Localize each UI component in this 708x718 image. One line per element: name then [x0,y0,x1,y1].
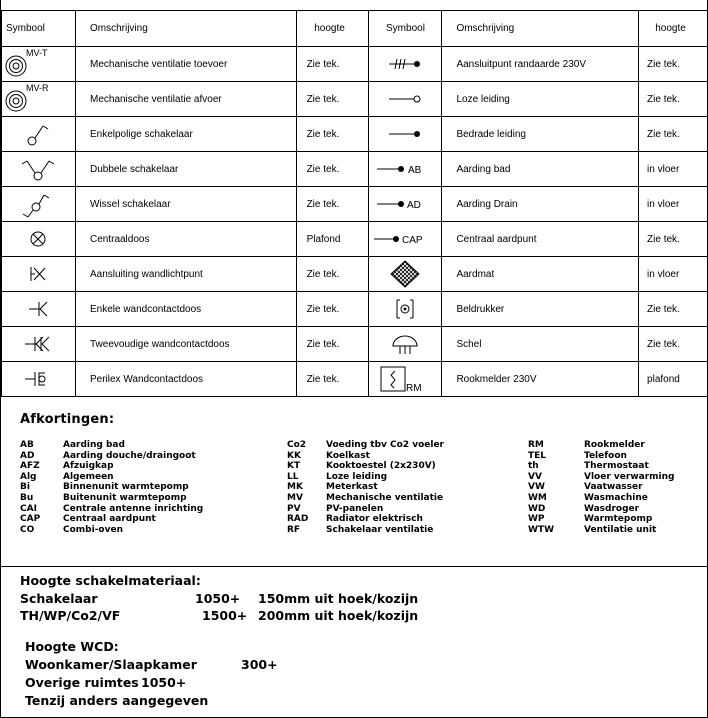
row-description: Aarding Drain [442,187,639,222]
row-height: Zie tek. [296,292,369,327]
row-height: in vloer [639,187,708,222]
abbreviation-meaning: Wasdroger [584,503,640,514]
table-header-row [2,11,708,47]
abbreviation-item [287,504,444,515]
abbreviation-code: CO [20,524,35,535]
header-symbol-right: Symbool [369,11,442,47]
abbreviation-meaning: Loze leiding [326,471,388,482]
abbreviation-item [287,482,444,493]
row-description: Centraal aardpunt [442,222,639,257]
abbreviation-item [287,461,444,472]
earth-mat-icon [369,257,442,292]
single-socket-icon [2,292,76,327]
abbreviation-item [287,514,444,525]
abbreviation-code: Bu [20,492,34,503]
row-height: Zie tek. [639,292,708,327]
abbreviation-meaning: Schakelaar ventilatie [326,524,434,535]
abbreviation-code: AB [20,440,34,450]
abbreviation-meaning: Meterkast [326,482,378,493]
central-earth-icon [369,222,442,257]
earth-bath-icon [369,152,442,187]
abbreviation-code: AD [20,450,35,461]
abbreviation-code: KT [287,461,301,472]
row-description: Mechanische ventilatie toevoer [75,47,296,82]
abbreviation-code: AFZ [20,461,40,472]
abbreviation-code: RAD [287,514,309,525]
abbreviation-code: CAI [20,503,37,514]
abbreviation-item [20,493,203,504]
abbreviation-code: VW [528,482,545,493]
abbreviation-meaning: Vloer verwarming [584,471,675,482]
switch-height-row-label: TH/WP/Co2/VF [20,608,121,623]
abbreviation-meaning: Ventilatie unit [584,524,657,535]
abbreviation-code: PV [287,503,301,514]
socket-height-row-label: Woonkamer/Slaapkamer [25,657,197,672]
abbreviation-code: KK [287,450,301,461]
mv-t-tag: MV-T [26,48,48,58]
table-row [2,327,708,362]
abbreviation-meaning: Kooktoestel (2x230V) [326,461,436,472]
abbreviation-code: Co2 [287,440,307,450]
exception-note: Tenzij anders aangegeven [25,693,209,708]
header-description-left: Omschrijving [75,11,296,47]
abbreviation-item [528,482,674,493]
row-height: in vloer [639,257,708,292]
abbreviations-column-2 [287,440,444,535]
symbol-table [1,10,708,397]
abbreviation-code: LL [287,471,299,482]
row-height: plafond [639,362,708,397]
perilex-socket-icon [2,362,76,397]
abbreviation-item [528,493,674,504]
abbreviation-code: th [528,461,539,472]
row-description: Aansluiting wandlichtpunt [75,257,296,292]
row-description: Dubbele schakelaar [75,152,296,187]
abbreviation-meaning: Afzuigkap [63,461,114,472]
rm-tag: RM [406,383,423,394]
abbreviation-code: CAP [20,514,41,525]
abbreviation-item [20,525,203,536]
abbreviation-item [528,472,674,483]
switch-heights-title: Hoogte schakelmateriaal: [20,573,201,588]
abbreviation-meaning: Combi-oven [63,524,123,535]
abbreviation-code: MK [287,482,303,493]
row-description: Mechanische ventilatie afvoer [75,82,296,117]
table-row [2,292,708,327]
abbreviation-code: WM [528,492,547,503]
row-height: Zie tek. [296,327,369,362]
abbreviations-column-1 [20,440,203,535]
row-height: Zie tek. [296,152,369,187]
abbreviation-item [287,493,444,504]
abbreviation-code: Alg [20,471,37,482]
abbreviation-meaning: PV-panelen [326,503,384,514]
abbreviation-code: WD [528,503,546,514]
abbreviation-item [20,514,203,525]
abbreviation-meaning: Binnenunit warmtepomp [63,482,189,493]
abbreviation-meaning: Voeding tbv Co2 voeler [326,440,444,450]
row-height: Plafond [296,222,369,257]
changeover-switch-icon [2,187,76,222]
abbreviation-code: Bi [20,482,30,493]
row-height: Zie tek. [296,187,369,222]
abbreviation-meaning: Wasmachine [584,492,648,503]
wired-conduit-icon [369,117,442,152]
bell-icon [369,327,442,362]
abbreviations-title: Afkortingen: [20,412,115,427]
abbreviation-meaning: Telefoon [584,450,627,461]
single-switch-icon [2,117,76,152]
cap-tag: CAP [402,235,424,246]
double-socket-icon [2,327,76,362]
junction-box-icon [2,222,76,257]
abbreviation-item [20,472,203,483]
abbreviation-code: TEL [528,450,547,461]
socket-heights-title: Hoogte WCD: [25,639,119,654]
abbreviation-meaning: Aarding bad [63,440,125,450]
abbreviation-item [20,461,203,472]
row-description: Bedrade leiding [442,117,639,152]
abbreviation-item [20,440,203,451]
row-description: Beldrukker [442,292,639,327]
socket-height-row-value: 300+ [241,657,278,672]
row-height: Zie tek. [296,47,369,82]
row-height: Zie tek. [296,117,369,152]
abbreviation-meaning: Koelkast [326,450,370,461]
abbreviations-column-3 [528,440,674,535]
table-row [2,47,708,82]
abbreviation-item [287,525,444,536]
abbreviation-item [528,461,674,472]
abbreviation-item [528,514,674,525]
row-height: Zie tek. [639,222,708,257]
row-height: Zie tek. [639,327,708,362]
row-height: Zie tek. [296,362,369,397]
row-height: Zie tek. [639,117,708,152]
abbreviation-meaning: Centrale antenne inrichting [63,503,204,514]
row-description: Enkele wandcontactdoos [75,292,296,327]
row-height: Zie tek. [639,47,708,82]
mv-t-ventilation-icon [2,47,76,82]
switch-height-row-value: 1050+ [195,591,241,606]
row-description: Schel [442,327,639,362]
empty-conduit-icon [369,82,442,117]
table-row [2,117,708,152]
row-description: Enkelpolige schakelaar [75,117,296,152]
switch-height-row-note: 150mm uit hoek/kozijn [258,591,419,606]
smoke-detector-icon [369,362,442,397]
abbreviation-item [287,451,444,462]
abbreviation-item [287,472,444,483]
abbreviation-code: RM [528,440,544,450]
earth-connection-icon [369,47,442,82]
row-height: Zie tek. [296,82,369,117]
row-height: Zie tek. [639,82,708,117]
abbreviation-code: WTW [528,524,554,535]
table-row [2,187,708,222]
abbreviation-item [528,440,674,451]
table-row [2,82,708,117]
table-row [2,257,708,292]
row-description: Centraaldoos [75,222,296,257]
header-height-left: hoogte [296,11,369,47]
row-description: Loze leiding [442,82,639,117]
table-row [2,362,708,397]
row-description: Rookmelder 230V [442,362,639,397]
switch-height-row-label: Schakelaar [20,591,98,606]
mv-r-ventilation-icon [2,82,76,117]
header-height-right: hoogte [639,11,708,47]
abbreviation-item [528,525,674,536]
abbreviation-item [528,451,674,462]
abbreviation-meaning: Mechanische ventilatie [326,492,444,503]
table-row [2,152,708,187]
row-description: Aardmat [442,257,639,292]
header-symbol-left: Symbool [2,11,76,47]
switch-height-row-note: 200mm uit hoek/kozijn [258,608,419,623]
abbreviation-code: RF [287,524,301,535]
row-height: in vloer [639,152,708,187]
double-switch-icon [2,152,76,187]
abbreviation-meaning: Thermostaat [584,461,649,472]
abbreviation-item [20,504,203,515]
row-description: Perilex Wandcontactdoos [75,362,296,397]
header-description-right: Omschrijving [442,11,639,47]
abbreviation-code: WP [528,514,545,525]
ad-tag: AD [407,200,422,211]
abbreviation-meaning: Centraal aardpunt [63,514,156,525]
mv-r-tag: MV-R [26,83,49,93]
table-row [2,222,708,257]
abbreviation-meaning: Warmtepomp [584,514,653,525]
abbreviation-meaning: Buitenunit warmtepomp [63,492,187,503]
abbreviation-meaning: Rookmelder [584,440,645,450]
earth-drain-icon [369,187,442,222]
abbreviation-item [20,451,203,462]
doorbell-button-icon [369,292,442,327]
row-description: Aarding bad [442,152,639,187]
row-description: Wissel schakelaar [75,187,296,222]
abbreviation-item [287,440,444,451]
divider [1,566,708,567]
row-description: Aansluitpunt randaarde 230V [442,47,639,82]
abbreviation-meaning: Radiator elektrisch [326,514,423,525]
abbreviation-item [528,504,674,515]
socket-height-row-value: 1050+ [141,675,187,690]
abbreviation-item [20,482,203,493]
abbreviation-code: VV [528,471,542,482]
switch-height-row-value: 1500+ [202,608,248,623]
socket-height-row-label: Overige ruimtes [25,675,139,690]
row-height: Zie tek. [296,257,369,292]
ab-tag: AB [408,165,422,176]
row-description: Tweevoudige wandcontactdoos [75,327,296,362]
wall-light-point-icon [2,257,76,292]
abbreviation-code: MV [287,492,303,503]
abbreviation-meaning: Algemeen [63,471,114,482]
abbreviation-meaning: Aarding douche/draingoot [63,450,196,461]
abbreviation-meaning: Vaatwasser [584,482,643,493]
